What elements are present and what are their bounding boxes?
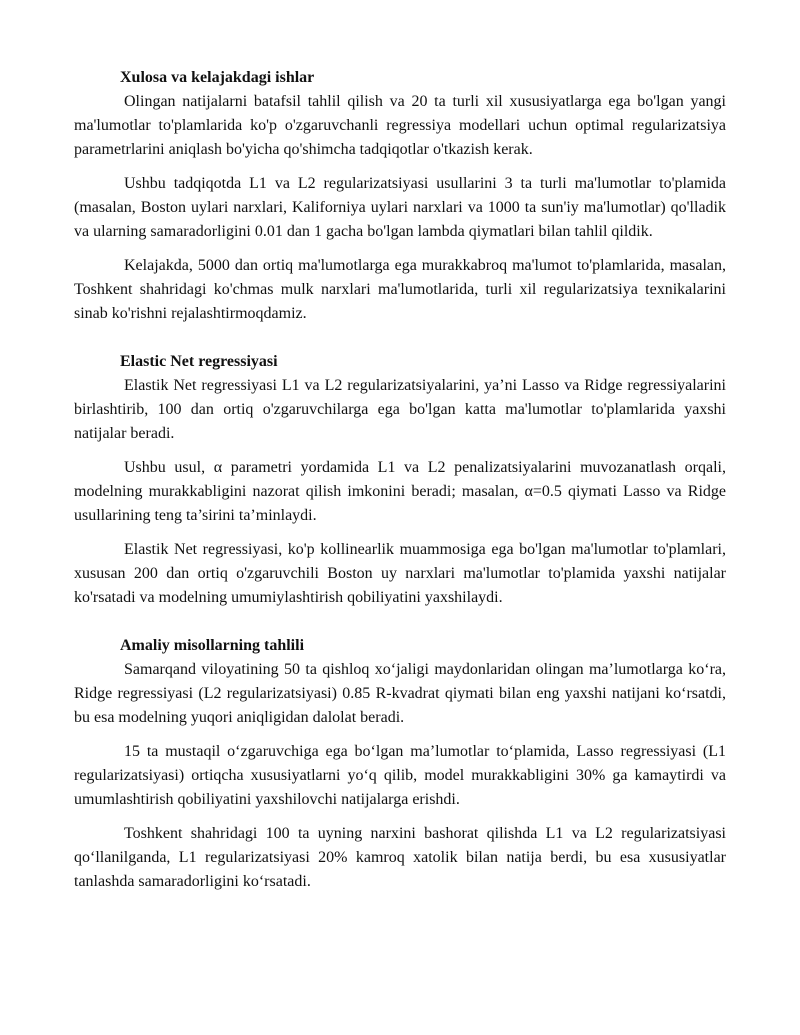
- paragraph: Olingan natijalarni batafsil tahlil qilish va 20 ta turli xil xususiyatlarga ega bo'lgan yangi ma'lumotlar to'plamlarida ko'p o'zgaruvchanli regressiya modellari uchun optimal regularizatsiya parametrlarini aniqlash bo'yicha qo'shimcha tadqiqotlar o'tkazish kerak.: [74, 93, 726, 158]
- section-heading: Elastic Net regressiyasi: [120, 353, 278, 370]
- paragraph: Kelajakda, 5000 dan ortiq ma'lumotlarga ega murakkabroq ma'lumot to'plamlarida, masalan, Toshkent shahridagi ko'chmas mulk narxlari ma'lumotlarida, turli xil regularizatsiya texnikalarini sinab ko'rishni rejalashtirmoqdamiz.: [74, 257, 726, 322]
- section-conclusion: [74, 66, 726, 326]
- paragraph: Elastik Net regressiyasi, ko'p kollinearlik muammosiga ega bo'lgan ma'lumotlar to'plamlari, xususan 200 dan ortiq o'zgaruvchili Boston uy narxlari ma'lumotlar to'plamida yaxshi natijalar ko'rsatadi va modelning umumiylashtirish qobiliyatini yaxshilaydi.: [74, 541, 726, 606]
- section-heading: Xulosa va kelajakdagi ishlar: [120, 69, 315, 86]
- paragraph: Ushbu usul, α parametri yordamida L1 va L2 penalizatsiyalarini muvozanatlash orqali, modelning murakkabligini nazorat qilish imkonini beradi; masalan, α=0.5 qiymati Lasso va Ridge usullarining teng ta’sirini ta’minlaydi.: [74, 459, 726, 524]
- document-page: [74, 66, 726, 918]
- paragraph: Toshkent shahridagi 100 ta uyning narxini bashorat qilishda L1 va L2 regularizatsiyasi qo‘llanilganda, L1 regularizatsiyasi 20% kamroq xatolik bilan natija berdi, bu esa xususiyatlar tanlashda samaradorligini ko‘rsatadi.: [74, 825, 726, 890]
- paragraph: Samarqand viloyatining 50 ta qishloq xo‘jaligi maydonlaridan olingan ma’lumotlarga ko‘ra, Ridge regressiyasi (L2 regularizatsiyasi) 0.85 R-kvadrat qiymati bilan eng yaxshi natijani ko‘rsatdi, bu esa modelning yuqori aniqligidan dalolat beradi.: [74, 661, 726, 726]
- section-elastic-net: [74, 350, 726, 610]
- section-heading: Amaliy misollarning tahlili: [120, 637, 305, 654]
- section-practical-examples: [74, 634, 726, 894]
- paragraph: Elastik Net regressiyasi L1 va L2 regularizatsiyalarini, ya’ni Lasso va Ridge regressiyalarini birlashtirib, 100 dan ortiq o'zgaruvchilarga ega bo'lgan katta ma'lumotlar to'plamlarida yaxshi natijalar beradi.: [74, 377, 726, 442]
- paragraph: 15 ta mustaqil o‘zgaruvchiga ega bo‘lgan ma’lumotlar to‘plamida, Lasso regressiyasi (L1 regularizatsiyasi) ortiqcha xususiyatlarni yo‘q qilib, model murakkabligini 30% ga kamaytirdi va umumlashtirish qobiliyatini yaxshilovchi natijalarga erishdi.: [74, 743, 726, 808]
- paragraph: Ushbu tadqiqotda L1 va L2 regularizatsiyasi usullarini 3 ta turli ma'lumotlar to'plamida (masalan, Boston uylari narxlari, Kaliforniya uylari narxlari va 1000 ta sun'iy ma'lumotlar) qo'lladik va ularning samaradorligini 0.01 dan 1 gacha bo'lgan lambda qiymatlari bilan tahlil qildik.: [74, 175, 726, 240]
